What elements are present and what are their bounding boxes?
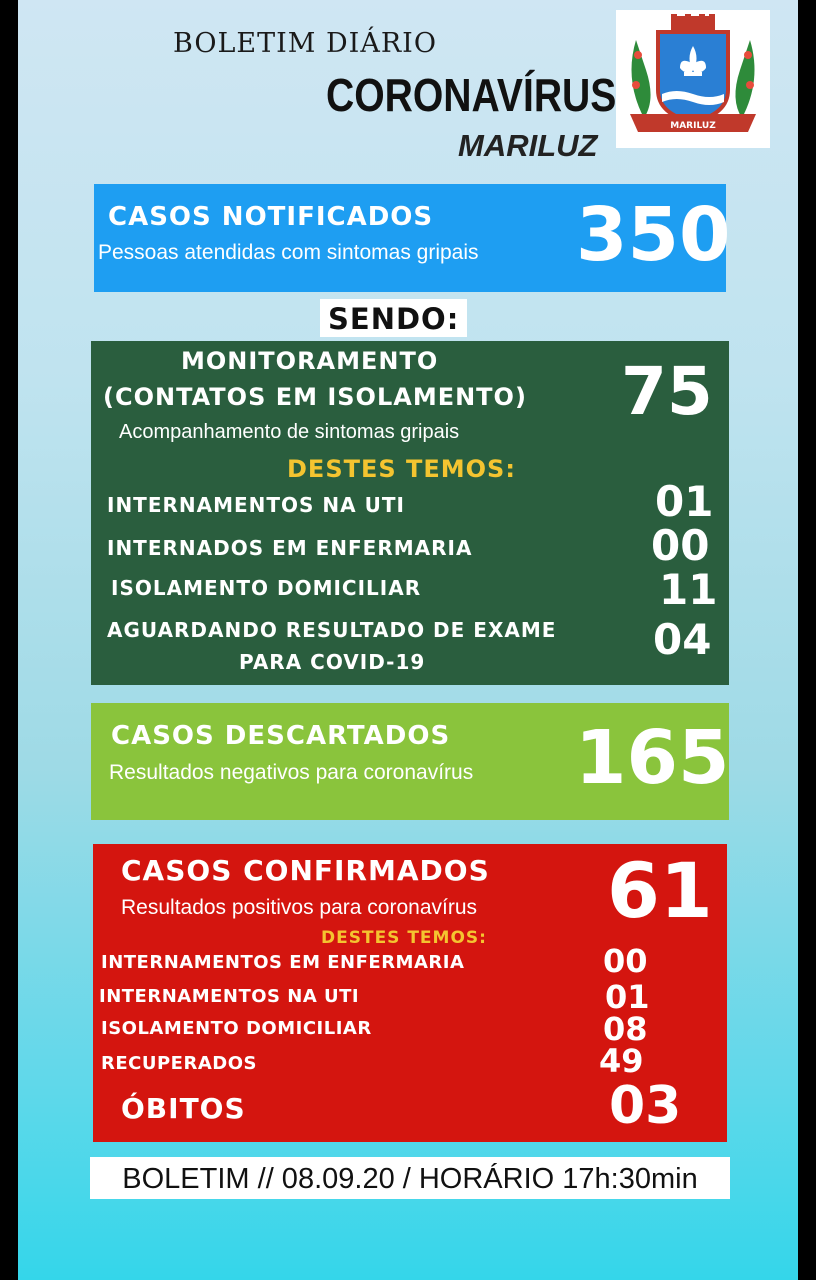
monitoring-destes-temos: DESTES TEMOS: bbox=[287, 455, 516, 483]
deaths-count: 03 bbox=[609, 1076, 682, 1136]
confirmed-cases-subtitle: Resultados positivos para coronavírus bbox=[121, 896, 478, 919]
monitoring-subtitle: Acompanhamento de sintomas gripais bbox=[119, 421, 460, 443]
confirmed-row-value: 00 bbox=[603, 942, 648, 980]
notified-cases-label: CASOS NOTIFICADOS bbox=[108, 202, 434, 232]
svg-text:MARILUZ: MARILUZ bbox=[670, 121, 716, 131]
confirmed-row-label: INTERNAMENTOS NA UTI bbox=[99, 986, 360, 1007]
monitoring-row-value: 04 bbox=[653, 615, 712, 664]
discarded-cases-count: 165 bbox=[575, 715, 730, 801]
confirmed-row-label: ISOLAMENTO DOMICILIAR bbox=[101, 1018, 372, 1039]
monitoring-row-value: 00 bbox=[651, 521, 710, 570]
bulletin-heading: CORONAVÍRUS bbox=[326, 69, 617, 121]
monitoring-label-isolation: (CONTATOS EM ISOLAMENTO) bbox=[103, 383, 527, 411]
city-coat-of-arms-logo bbox=[616, 10, 770, 148]
monitoring-row-label: AGUARDANDO RESULTADO DE EXAME bbox=[107, 618, 557, 642]
monitoring-row-value: 01 bbox=[655, 477, 714, 526]
monitoring-label: MONITORAMENTO bbox=[181, 347, 439, 375]
deaths-label: ÓBITOS bbox=[121, 1092, 246, 1125]
coat-of-arms-icon bbox=[616, 10, 770, 148]
monitoring-row-value: 11 bbox=[659, 565, 718, 614]
confirmed-destes-temos: DESTES TEMOS: bbox=[321, 928, 487, 948]
confirmed-row-label: RECUPERADOS bbox=[101, 1053, 257, 1074]
bulletin-footer-timestamp: BOLETIM // 08.09.20 / HORÁRIO 17h:30min bbox=[90, 1157, 730, 1199]
confirmed-cases-panel bbox=[93, 844, 727, 1142]
sendo-label: SENDO: bbox=[320, 299, 467, 337]
notified-cases-count: 350 bbox=[576, 192, 731, 278]
confirmed-row-value: 49 bbox=[599, 1042, 644, 1080]
notified-cases-subtitle: Pessoas atendidas com sintomas gripais bbox=[98, 241, 479, 264]
monitoring-count: 75 bbox=[621, 353, 713, 430]
monitoring-row-label-line2: PARA COVID-19 bbox=[239, 650, 426, 674]
confirmed-row-value: 08 bbox=[603, 1010, 648, 1048]
confirmed-cases-label: CASOS CONFIRMADOS bbox=[121, 854, 490, 887]
monitoring-row-label: ISOLAMENTO DOMICILIAR bbox=[111, 576, 422, 600]
city-name: MARILUZ bbox=[458, 128, 598, 163]
discarded-cases-label: CASOS DESCARTADOS bbox=[111, 721, 451, 751]
confirmed-cases-count: 61 bbox=[607, 846, 713, 935]
notified-cases-panel bbox=[94, 184, 731, 292]
monitoring-row-label: INTERNADOS EM ENFERMARIA bbox=[107, 536, 473, 560]
discarded-cases-subtitle: Resultados negativos para coronavírus bbox=[109, 761, 474, 784]
confirmed-row-value: 01 bbox=[605, 978, 650, 1016]
bulletin-poster bbox=[18, 0, 798, 1280]
discarded-cases-panel bbox=[91, 703, 729, 820]
bulletin-title: BOLETIM DIÁRIO bbox=[173, 28, 437, 59]
monitoring-row-label: INTERNAMENTOS NA UTI bbox=[107, 493, 405, 517]
monitoring-panel bbox=[91, 341, 729, 685]
confirmed-row-label: INTERNAMENTOS EM ENFERMARIA bbox=[101, 952, 465, 973]
